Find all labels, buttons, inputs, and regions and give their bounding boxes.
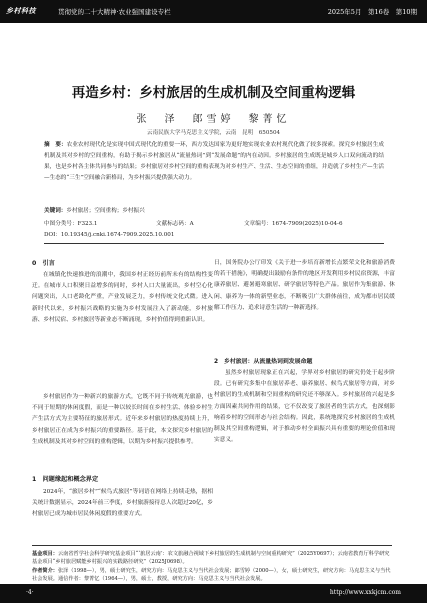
footnotes — [32, 550, 392, 583]
section-1-body — [32, 487, 213, 535]
article-title: 再造乡村：乡村旅居的生成机制及空间重构逻辑 — [71, 85, 356, 101]
document-code: 文献标志码：A — [156, 221, 194, 227]
intro-heading: 0 引言 — [32, 260, 55, 267]
paragraph: 乡村旅居作为一种新兴的旅游方式，它既不同于传统观光旅游，也不同于短期的休闲度假，而是一种以较长时间在乡村生活、体验乡村生产生活方式为主要特征的旅居形式。近年来乡村旅居的热度持续上升，乡村旅居正在成为乡村振兴的重要路径。基于此，本文探究乡村旅居的生成机制及其对乡村空间的重构逻辑，以期为乡村振兴提供参考。 — [32, 394, 213, 445]
abstract-text: 农业农村现代化是实现中国式现代化的重要一环，西方发达国家为更好地实现农业农村现代化做了较多探索。探究乡村旅居生成机制及其对乡村的空间重构，有助于揭示乡村旅居从“流量热词”到“发展命题”的内在动因。乡村旅居的生成既是城乡人口双向流动的结果，也是乡村各主体共同参与的结果；乡村旅居对乡村空间的重构表现为对乡村生产、生活、生态空间的重组，并造就了乡村生产—生活—生态的“三生”空间融合新格局，为乡村振兴提供强大动力。 — [44, 142, 384, 181]
abstract — [44, 140, 384, 184]
page-number: ·4· — [26, 589, 34, 596]
divider — [44, 243, 384, 244]
affiliation: 云南民族大学马克思主义学院，云南 昆明 650504 — [146, 130, 281, 136]
section-2-heading: 2 乡村旅居：从流量热词到发展命题 — [214, 359, 313, 365]
right-column-body-2 — [214, 368, 395, 536]
keywords-text: 乡村旅居；空间重构；乡村振兴 — [66, 208, 145, 214]
classification-line — [44, 219, 384, 227]
column-tagline: 贯彻党的二十大精神·农业强国建设专栏 — [58, 8, 171, 16]
paragraph: 日，国务院办公厅印发《关于进一步培育新增长点繁荣文化和旅游消费的若干措施》，明确提出鼓励有条件的地区开发利用乡村民宿资源，丰富康养旅居、避暑避寒旅居、研学旅居等特色产品。旅居作为集旅游、休闲、康养为一体的新型业态，不断吸引广大群体前往，成为都市居民缓解工作压力、追求诗意生活的一种新选择。 — [214, 260, 395, 311]
page-footer — [0, 584, 427, 603]
keywords-label: 关键词： — [44, 208, 67, 214]
fund-text: 云南省哲学社会科学研究基金项目“‘旅居云南’：农文旅融合视域下乡村旅居的生成机制与空间重构研究”（2025Y0697）；云南省教育厅科学研究基金项目“乡村旅居赋能乡村振兴的实践路径研究”（2025J0698）。 — [32, 551, 390, 566]
paragraph: 2024年，“旅居乡村”“候鸟式旅居”等词语在网络上持续走热，据相关统计数据显示，2024年前三季度，乡村旅游接待总人次超过20亿，乡村旅居已成为城市居民休闲度假的重要方式。 — [32, 489, 213, 518]
author-list: 张 泽 郎雪婷 黎菁忆 — [136, 114, 291, 125]
section-1-heading: 1 问题缘起和概念界定 — [32, 476, 99, 483]
author-note — [32, 567, 392, 584]
issue-info: 2025年5月 第16卷 第10期 — [327, 8, 417, 16]
journal-header — [0, 0, 427, 23]
fund-label: 基金项目： — [32, 551, 58, 557]
doi: DOI：10.19345/j.cnki.1674-7909.2025.10.001 — [44, 232, 175, 238]
journal-url[interactable]: http://www.xxkjcm.com — [329, 589, 401, 596]
paragraph: 在城镇化快速推进的浪潮中，我国乡村正经历前所未有的结构性变迁。在城市人口积聚日益增多的同时，乡村人口大量流出，乡村空心化问题突出，人口老龄化严重，产业发展乏力，乡村传统文化式微。进入新时代以来，乡村振兴战略的实施为乡村发展注入了新动能，乡村旅游、乡村民宿、乡村旅居等新业态不断涌现，乡村价值得到重新认识。 — [32, 272, 213, 323]
keywords — [44, 206, 384, 214]
journal-logo: 乡村科技 — [6, 7, 36, 15]
paragraph: 虽然乡村旅居现象正在兴起，学界对乡村旅居的研究仍处于起步阶段。已有研究多集中在旅居养老、康养旅居、候鸟式旅居等方面，对乡村旅居的生成机制和空间重构的研究还不够深入。乡村旅居的兴起是多方面因素共同作用的结果，它不仅改变了旅居者的生活方式，也深刻影响着乡村的空间形态与社会结构。因此，系统地探究乡村旅居的生成机制及其空间重构逻辑，对于推动乡村全面振兴具有重要的理论价值和现实意义。 — [214, 370, 395, 444]
fund-note — [32, 550, 392, 567]
footnote-divider — [32, 545, 392, 546]
clc-number: 中图分类号：F323.1 — [44, 221, 98, 227]
article-number: 文章编号：1674-7909(2025)10-04-6 — [244, 221, 343, 227]
author-text: 张泽（1998—），男，硕士研究生，研究方向：马克思主义与当代社会发展；郎雪婷（2000—），女，硕士研究生，研究方向：马克思主义与当代社会发展。通信作者：黎菁忆（1964—），男，硕士，教授，研究方向：马克思主义与当代社会发展。 — [32, 567, 391, 582]
author-label: 作者简介： — [32, 567, 58, 574]
intro-body — [32, 270, 213, 390]
right-column-body — [214, 258, 395, 348]
abstract-label: 摘 要： — [44, 142, 67, 148]
intro-body-2 — [32, 392, 213, 468]
